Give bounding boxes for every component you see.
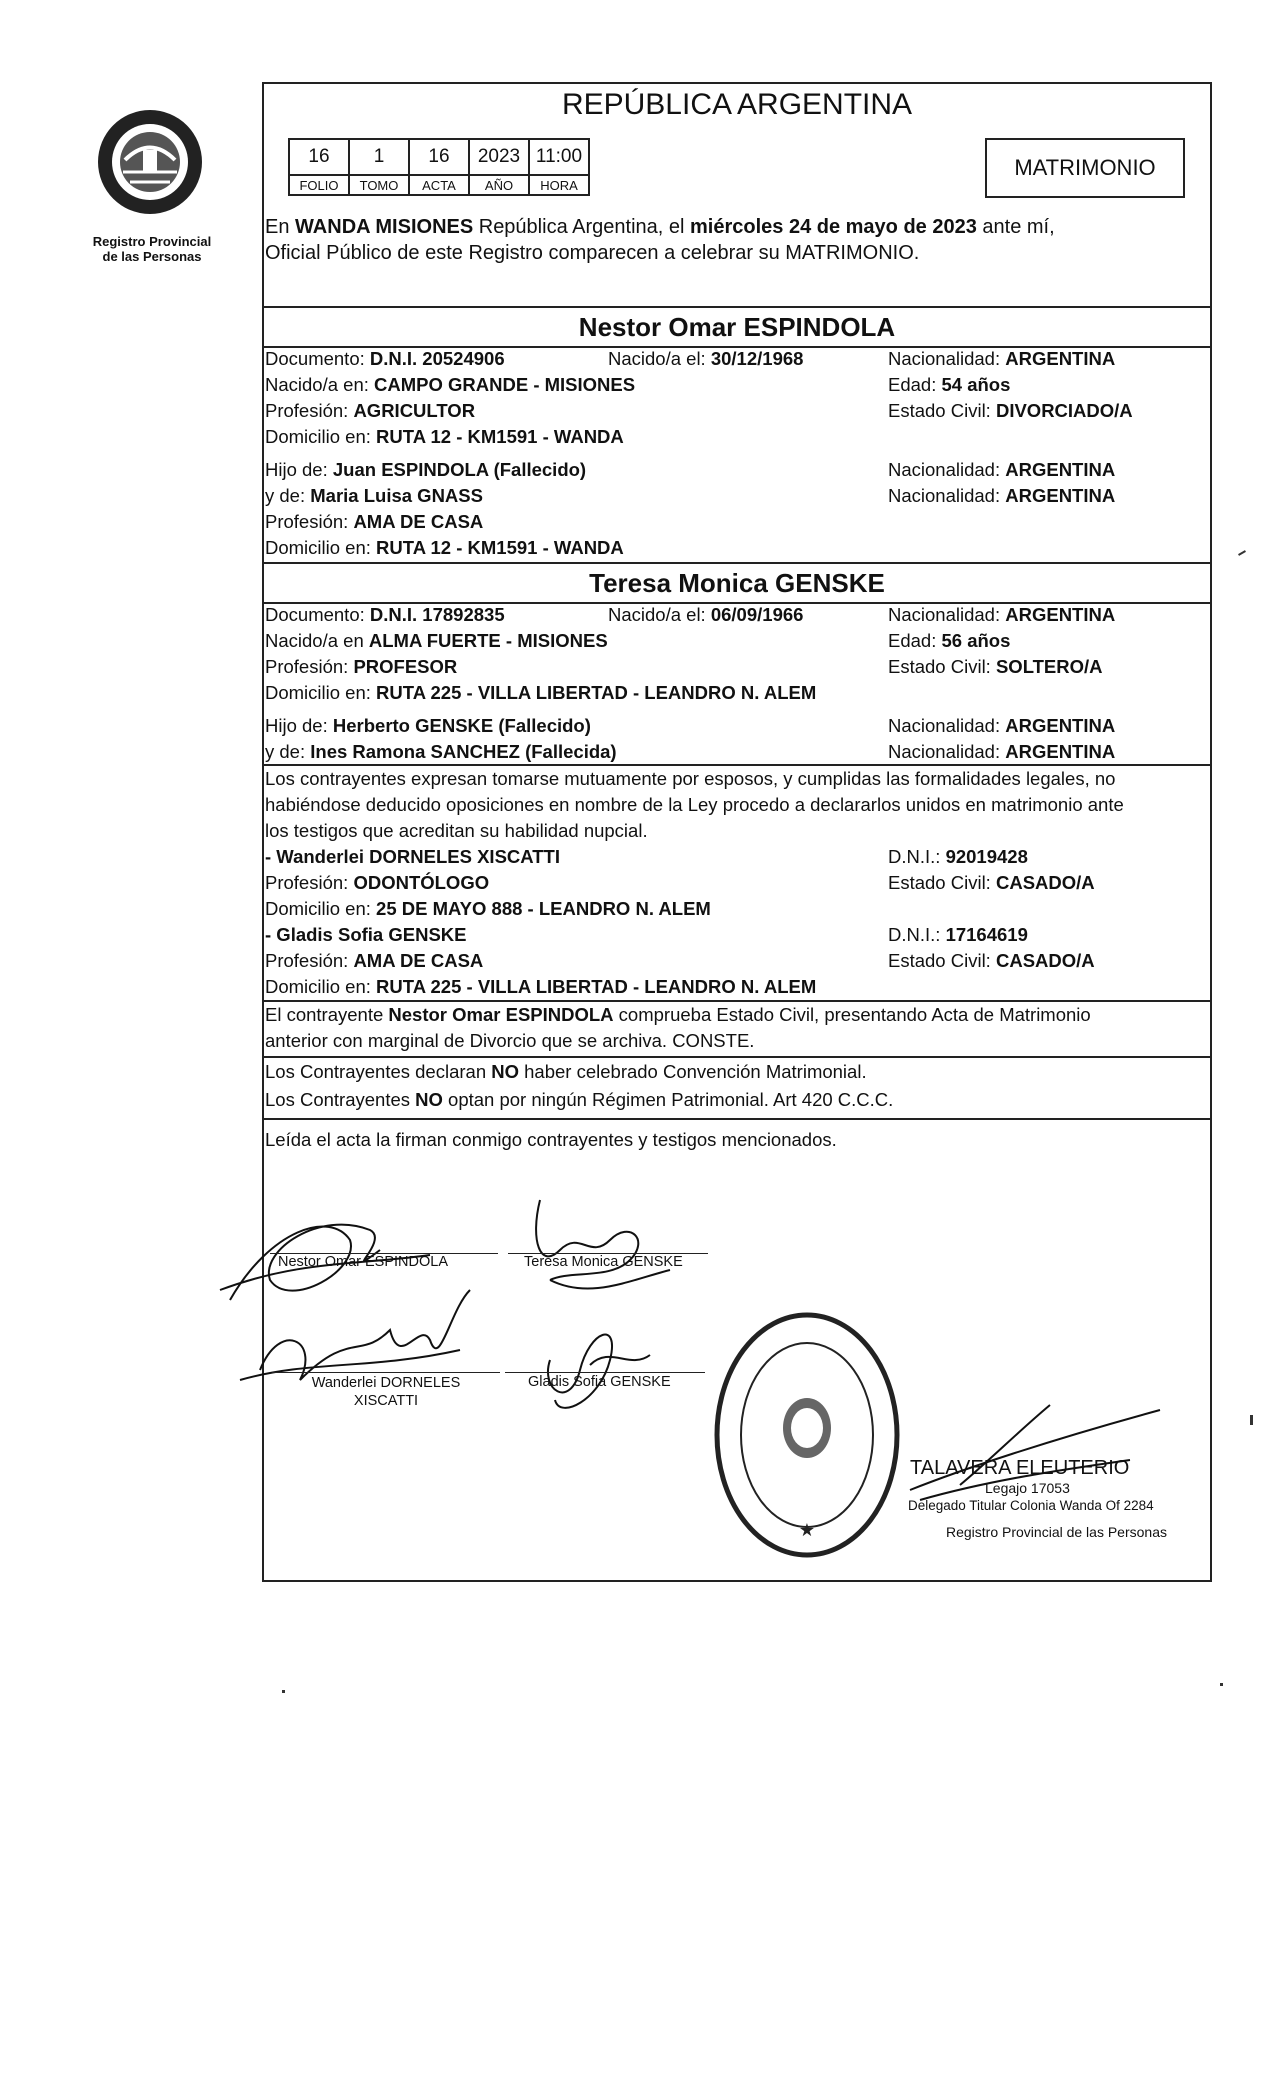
declaration-paragraph: Los contrayentes expresan tomarse mutuamente por esposos, y cumplidas las formalidades legales, no habiéndose deducido oposiciones en nombre de la Ley procedo a declararlos unidos en matrimonio ante los testigos que acreditan su habilidad nupcial. <box>265 768 1124 841</box>
intro-text-2: República Argentina, el <box>473 216 690 238</box>
w1-name: - Wanderlei DORNELES XISCATTI <box>265 846 560 867</box>
intro-text-3: ante mí, <box>976 216 1055 238</box>
officer-office: Registro Provincial de las Personas <box>946 1524 1167 1540</box>
intro-date: miércoles 24 de mayo de 2023 <box>690 216 977 238</box>
c1-parents-address: Domicilio en: RUTA 12 - KM1591 - WANDA <box>265 537 624 558</box>
signature-line <box>272 1372 500 1373</box>
folio-label: FOLIO <box>289 175 349 195</box>
c1-address: Domicilio en: RUTA 12 - KM1591 - WANDA <box>265 426 624 447</box>
officer-role: Delegado Titular Colonia Wanda Of 2284 <box>908 1498 1154 1513</box>
hora-value: 11:00 <box>529 139 589 175</box>
civil-status-note: El contrayente Nestor Omar ESPINDOLA comprueba Estado Civil, presentando Acta de Matrimonio anterior con marginal de Divorcio que se archiva. CONSTE. <box>265 1004 1091 1051</box>
c2-birthplace: Nacido/a en ALMA FUERTE - MISIONES <box>265 630 608 651</box>
w2-civil-status: Estado Civil: CASADO/A <box>888 950 1095 971</box>
logo-caption-line1: Registro Provincial <box>92 234 212 249</box>
anio-value: 2023 <box>469 139 529 175</box>
registry-seal <box>712 1310 902 1560</box>
scan-speck <box>1238 550 1246 556</box>
acta-value: 16 <box>409 139 469 175</box>
c1-father: Hijo de: Juan ESPINDOLA (Fallecido) <box>265 459 587 480</box>
signature-caption-1: Nestor Omar ESPINDOLA <box>278 1254 449 1270</box>
signature-caption-2: Teresa Monica GENSKE <box>524 1254 683 1270</box>
c2-mother-nationality: Nacionalidad: ARGENTINA <box>888 741 1116 762</box>
c1-born: Nacido/a el: 30/12/1968 <box>608 348 804 369</box>
w2-address: Domicilio en: RUTA 225 - VILLA LIBERTAD - LEANDRO N. ALEM <box>265 976 817 997</box>
c2-nationality: Nacionalidad: ARGENTINA <box>888 604 1116 625</box>
c1-father-nationality: Nacionalidad: ARGENTINA <box>888 459 1116 480</box>
w2-profession: Profesión: AMA DE CASA <box>265 950 484 971</box>
folio-value: 16 <box>289 139 349 175</box>
c1-mother: y de: Maria Luisa GNASS <box>265 485 483 506</box>
signature-line <box>505 1372 705 1373</box>
c1-profession: Profesión: AGRICULTOR <box>265 400 476 421</box>
scan-speck <box>1220 1683 1223 1686</box>
tomo-value: 1 <box>349 139 409 175</box>
c2-address: Domicilio en: RUTA 225 - VILLA LIBERTAD - LEANDRO N. ALEM <box>265 682 817 703</box>
officer-name: TALAVERA ELEUTERIO <box>910 1457 1130 1479</box>
divider <box>262 306 1212 308</box>
signature-caption-3: Wanderlei DORNELES XISCATTI <box>311 1375 461 1409</box>
intro-paragraph <box>265 214 1209 266</box>
w2-name: - Gladis Sofia GENSKE <box>265 924 467 945</box>
c1-birthplace: Nacido/a en: CAMPO GRANDE - MISIONES <box>265 374 636 395</box>
hora-label: HORA <box>529 175 589 195</box>
w2-dni: D.N.I.: 17164619 <box>888 924 1028 945</box>
w1-profession: Profesión: ODONTÓLOGO <box>265 872 490 893</box>
c1-document: Documento: D.N.I. 20524906 <box>265 348 505 369</box>
logo-caption <box>72 234 232 264</box>
c1-mother-nationality: Nacionalidad: ARGENTINA <box>888 485 1116 506</box>
c2-father: Hijo de: Herberto GENSKE (Fallecido) <box>265 715 591 736</box>
act-type-box <box>985 138 1185 198</box>
regime-paragraph: Los Contrayentes declaran NO haber celebrado Convención Matrimonial. Los Contrayentes NO optan por ningún Régimen Patrimonial. Art 420 C.C.C. <box>265 1061 894 1110</box>
intro-text-1: En <box>265 216 296 238</box>
officer-legajo: Legajo 17053 <box>985 1480 1070 1496</box>
w1-civil-status: Estado Civil: CASADO/A <box>888 872 1095 893</box>
c1-civil-status: Estado Civil: DIVORCIADO/A <box>888 400 1133 421</box>
provincial-logo <box>95 100 205 230</box>
tomo-label: TOMO <box>349 175 409 195</box>
c2-civil-status: Estado Civil: SOLTERO/A <box>888 656 1103 677</box>
w1-dni: D.N.I.: 92019428 <box>888 846 1028 867</box>
c1-mother-profession: Profesión: AMA DE CASA <box>265 511 484 532</box>
c2-mother: y de: Ines Ramona SANCHEZ (Fallecida) <box>265 741 617 762</box>
divider <box>262 562 1212 564</box>
intro-place: WANDA MISIONES <box>295 216 474 238</box>
c2-born: Nacido/a el: 06/09/1966 <box>608 604 804 625</box>
contrayente2-name: Teresa Monica GENSKE <box>589 568 885 598</box>
c2-father-nationality: Nacionalidad: ARGENTINA <box>888 715 1116 736</box>
country-title: REPÚBLICA ARGENTINA <box>561 88 913 121</box>
act-type-label: MATRIMONIO <box>1014 155 1156 180</box>
closing-text: Leída el acta la firman conmigo contrayentes y testigos mencionados. <box>265 1129 837 1150</box>
c1-nationality: Nacionalidad: ARGENTINA <box>888 348 1116 369</box>
signature-caption-4: Gladis Sofia GENSKE <box>528 1374 671 1390</box>
divider <box>262 1118 1212 1120</box>
contrayente1-name: Nestor Omar ESPINDOLA <box>578 312 896 342</box>
c2-profession: Profesión: PROFESOR <box>265 656 458 677</box>
c2-age: Edad: 56 años <box>888 630 1011 651</box>
c2-document: Documento: D.N.I. 17892835 <box>265 604 505 625</box>
intro-line2: Oficial Público de este Registro comparecen a celebrar su MATRIMONIO. <box>265 242 920 264</box>
c1-age: Edad: 54 años <box>888 374 1011 395</box>
registry-table <box>288 138 590 196</box>
svg-text:★: ★ <box>798 1520 816 1540</box>
scan-speck <box>282 1690 285 1693</box>
anio-label: AÑO <box>469 175 529 195</box>
logo-caption-line2: de las Personas <box>102 249 202 264</box>
acta-label: ACTA <box>409 175 469 195</box>
w1-address: Domicilio en: 25 DE MAYO 888 - LEANDRO N. ALEM <box>265 898 711 919</box>
scan-speck <box>1250 1415 1253 1425</box>
